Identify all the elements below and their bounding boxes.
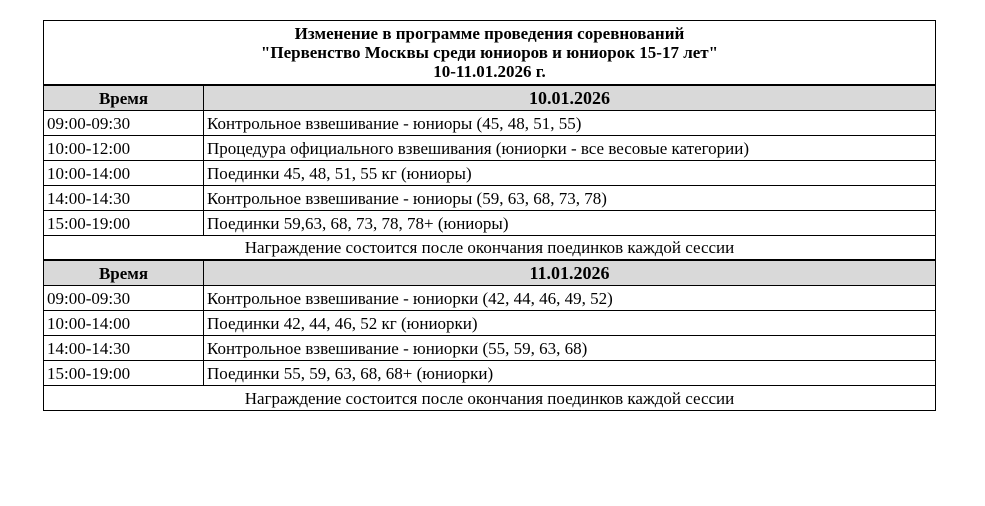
event-cell: Поединки 55, 59, 63, 68, 68+ (юниорки)	[204, 360, 936, 385]
table-row	[44, 110, 936, 135]
event-cell: Контрольное взвешивание - юниоры (45, 48, 51, 55)	[204, 110, 936, 135]
table-row	[44, 185, 936, 210]
title-line-2: "Первенство Москвы среди юниоров и юниорок 15-17 лет"	[260, 43, 719, 62]
table-row	[44, 135, 936, 160]
time-cell: 10:00-12:00	[44, 135, 204, 160]
time-cell: 15:00-19:00	[44, 210, 204, 235]
title-row	[44, 21, 936, 86]
schedule-table	[43, 20, 936, 411]
award-note: Награждение состоится после окончания поединков каждой сессии	[44, 385, 936, 410]
day-date-header: 11.01.2026	[204, 260, 936, 285]
time-cell: 10:00-14:00	[44, 310, 204, 335]
time-cell: 14:00-14:30	[44, 335, 204, 360]
table-row	[44, 210, 936, 235]
event-cell: Контрольное взвешивание - юниорки (42, 44, 46, 49, 52)	[204, 285, 936, 310]
event-cell: Поединки 42, 44, 46, 52 кг (юниорки)	[204, 310, 936, 335]
time-cell: 09:00-09:30	[44, 110, 204, 135]
event-cell: Процедура официального взвешивания (юниорки - все весовые категории)	[204, 135, 936, 160]
day-header-row	[44, 85, 936, 110]
table-row	[44, 160, 936, 185]
time-cell: 10:00-14:00	[44, 160, 204, 185]
award-note: Награждение состоится после окончания поединков каждой сессии	[44, 235, 936, 260]
table-row	[44, 310, 936, 335]
table-row	[44, 335, 936, 360]
award-note-row	[44, 385, 936, 410]
document-title	[44, 21, 936, 86]
table-row	[44, 360, 936, 385]
event-cell: Контрольное взвешивание - юниоры (59, 63, 68, 73, 78)	[204, 185, 936, 210]
title-line-1: Изменение в программе проведения соревнований	[294, 24, 685, 43]
day-date-header: 10.01.2026	[204, 85, 936, 110]
time-cell: 14:00-14:30	[44, 185, 204, 210]
table-row	[44, 285, 936, 310]
event-cell: Поединки 59,63, 68, 73, 78, 78+ (юниоры)	[204, 210, 936, 235]
time-column-header: Время	[44, 85, 204, 110]
title-line-3: 10-11.01.2026 г.	[433, 62, 546, 81]
time-cell: 15:00-19:00	[44, 360, 204, 385]
day-header-row	[44, 260, 936, 285]
event-cell: Поединки 45, 48, 51, 55 кг (юниоры)	[204, 160, 936, 185]
time-cell: 09:00-09:30	[44, 285, 204, 310]
award-note-row	[44, 235, 936, 260]
event-cell: Контрольное взвешивание - юниорки (55, 59, 63, 68)	[204, 335, 936, 360]
time-column-header: Время	[44, 260, 204, 285]
